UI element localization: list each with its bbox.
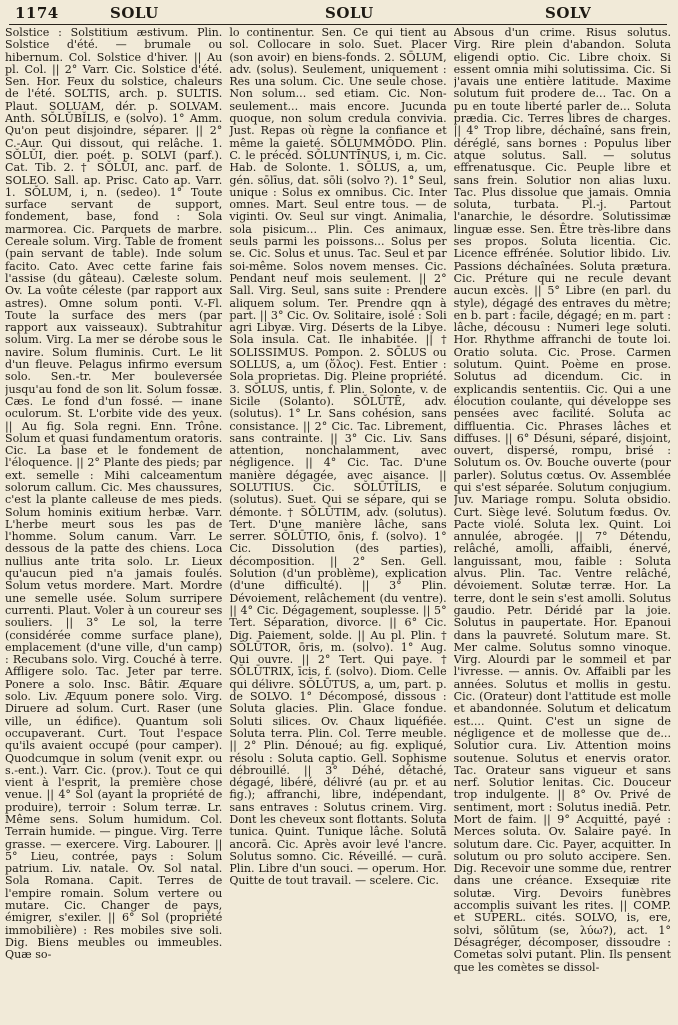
column-text: Solstice : Solstitium æstivum. Plin. Solstice d'été. — brumale ou hibernum. Col. Solstice d'hiver. || Au pl. Col. || 2° Varr. Cic. Solstice d'été. Sen. Hor. Feux du solstice, chaleurs de l'été. SOLTIS, arch. p. SULTIS. Plaut. SOLUAM, dér. p. SOLVAM. Anth. SŎLŬBĬLIS, e (solvo). 1° Amm. Qu'on peut disjoindre, séparer. || 2° C.-Aur. Qui dissout, qui relâche. 1. SŎLŬI, dier. poét. p. SOLVI (parf.). Cat. Tib. 2. † SŎLŬI, anc. parf. de SOLEO. Sall. ap. Prisc. Cato ap. Varr. 1. SŎLUM, i, n. (sedeo). 1° Toute surface servant de support, fondement, base, fond : Sola marmorea. Cic. Parquets de marbre. Cereale solum. Virg. Table de froment (pain servant de table). Inde solum facito. Cato. Avec cette farine fais l'assise (du gâteau). Cæleste solum. Ov. La voûte céleste (par rapport aux astres). Omne solum ponti. V.-Fl. Toute la surface des mers (par rapport aux vaisseaux). Subtrahitur solum. Virg. La mer se dérobe sous le navire. Solum fluminis. Curt. Le lit d'un fleuve. Pelagus infirmo eversum solo. Sen.-tr. Mer bouleversée jusqu'au fond de son lit. Solum fossæ. Cæs. Le fond d'un fossé. — inane oculorum. St. L'orbite vide des yeux. || Au fig. Sola regni. Enn. Trône. Solum et quasi fundamentum oratoris. Cic. La base et le fondement de l'éloquence. || 2° Plante des pieds; par ext. semelle : Mihi calceamentum solorum callum. Cic. Mes chaussures, c'est la plante calleuse de mes pieds. Solum hominis exitium herbæ. Varr. L'herbe meurt sous les pas de l'homme. Solum canum. Varr. Le dessous de la patte des chiens. Loca nullius ante trita solo. Lr. Lieux qu'aucun pied n'a jamais foulés. Solum vetus mordere. Mart. Mordre une semelle usée. Solum surripere currenti. Plaut. Voler à un coureur ses souliers. || 3° Le sol, la terre (considérée comme surface plane), emplacement (d'une ville, d'un camp) : Recubans solo. Virg. Couché à terre. Affligere solo. Tac. Jeter par terre. Ponere a solo. Insc. Bâtir. Æquare solo. Liv. Æquum ponere solo. Virg. Diruere ad solum. Curt. Raser (une ville, un édifice). Quantum soli occupaverant. Curt. Tout l'espace qu'ils avaient occupé (pour camper). Quodcumque in solum (venit expr. ou s.-ent.). Varr. Cic. (prov.). Tout ce qui vient à l'esprit, la première chose venue. || 4° Sol (ayant la propriété de produire), terroir : Solum terræ. Lr. Même sens. Solum humidum. Col. Terrain humide. — pingue. Virg. Terre grasse. — exercere. Virg. Labourer. || 5° Lieu, contrée, pays : Solum patrium. Liv. natale. Ov. Sol natal. Sola Romana. Capit. Terres de l'empire romain. Solum vertere ou mutare. Cic. Changer de pays, émigrer, s'exiler. || 6° Sol (propriété immobilière) : Res mobiles sive soli. Dig. Biens meubles ou immeubles. Quæ so- [5,27,223,962]
center-guide-word: SOLU [325,4,374,22]
header-rule [9,24,667,25]
text-columns [5,27,671,1022]
right-guide-word: SOLV [545,4,592,22]
left-guide-word: SOLU [110,4,159,22]
column-right [454,27,671,1022]
page-number: 1174 [15,4,59,22]
page-header [5,4,671,24]
column-middle [229,27,446,1022]
column-left [5,27,222,1022]
column-text: lo continentur. Sen. Ce qui tient au sol. Collocare in solo. Suet. Placer (son avoir) en biens-fonds. 2. SŌLUM, adv. (solus). Seulement, uniquement : Res una solum. Cic. Une seule chose. Non solum... sed etiam. Cic. Non-seulement... mais encore. Jucunda quoque, non solum credula convivia. Just. Repas où règne la confiance et même la gaieté. SŎLUMMŎDO. Plin. C. le précéd. SŎLUNTĪNUS, i, m. Cic. Hab. de Solonte. 1. SŌLUS, a, um, gén. sōlīus, dat. sōli (solvo ?). 1° Seul, unique : Solus ex omnibus. Cic. Inter omnes. Mart. Seul entre tous. — de viginti. Ov. Seul sur vingt. Animalia, sola pisicum... Plin. Ces animaux, seuls parmi les poissons... Solus per se. Cic. Solus et unus. Tac. Seul et par soi-même. Solos novem menses. Cic. Pendant neuf mois seulement. || 2° Sall. Virg. Seul, sans suite : Prendere aliquem solum. Ter. Prendre qqn à part. || 3° Cic. Ov. Solitaire, isolé : Soli agri Libyæ. Virg. Déserts de la Libye. Sola insula. Cat. Ile inhabitée. || † SOLISSIMUS. Pompon. 2. SŌLUS ou SOLLUS, a, um (ὅλος). Fest. Entier : Sola proprietas. Dig. Pleine propriété. 3. SŎLUS, untis, f. Plin. Solonte, v. de Sicile (Solanto). SŎLŪTĒ, adv. (solutus). 1° Lr. Sans cohésion, sans consistance. || 2° Cic. Tac. Librement, sans contrainte. || 3° Cic. Liv. Sans attention, nonchalamment, avec négligence. || 4° Cic. Tac. D'une manière dégagée, avec aisance. || SOLUTIUS. Cic. SŎLŪTĬLIS, e (solutus). Suet. Qui se sépare, qui se démonte. † SŎLŪTIM, adv. (solutus). Tert. D'une manière lâche, sans serrer. SŎLŪTIO, ōnis, f. (solvo). 1° Cic. Dissolution (des parties), décomposition. || 2° Sen. Gell. Solution (d'un problème), explication (d'une difficulté). || 3° Plin. Dévoiement, relâchement (du ventre). || 4° Cic. Dégagement, souplesse. || 5° Tert. Séparation, divorce. || 6° Cic. Dig. Paiement, solde. || Au pl. Plin. † SŎLŪTOR, ōris, m. (solvo). 1° Aug. Qui ouvre. || 2° Tert. Qui paye. † SŎLŪTRIX, īcis, f. (solvo). Diom. Celle qui délivre. SŎLŪTUS, a, um, part. p. de SOLVO. 1° Décomposé, dissous : Soluta glacies. Plin. Glace fondue. Soluti silices. Ov. Chaux liquéfiée. Soluta terra. Plin. Col. Terre meuble. || 2° Plin. Dénoué; au fig. expliqué, résolu : Soluta captio. Gell. Sophisme débrouillé. || 3° Déhé, détaché, dégagé, libéré, délivré (au pr. et au fig.); affranchi, libre, indépendant, sans entraves : Solutus crinem. Virg. Dont les cheveux sont flottants. Soluta tunica. Quint. Tunique lâche. Solutā ancorā. Cic. Après avoir levé l'ancre. Solutus somno. Cic. Réveillé. — curā. Plin. Libre d'un souci. — operum. Hor. Quitte de tout travail. — scelere. Cic. [229,27,447,888]
column-text: Absous d'un crime. Risus solutus. Virg. Rire plein d'abandon. Soluta eligendi optio. Cic. Libre choix. Si essent omnia mihi solutissima. Cic. Si j'avais une entière latitude. Maxime solutum fuit prodere de... Tac. On a pu en toute liberté parler de... Soluta prædia. Cic. Terres libres de charges. || 4° Trop libre, déchaîné, sans frein, déréglé, sans bornes : Populus liber atque solutus. Sall. — solutus effrenatusque. Cic. Peuple libre et sans frein. Solutior non alias luxu. Tac. Plus dissolue que jamais. Omnia soluta, turbata. Pl.-j. Partout l'anarchie, le désordre. Solutissimæ linguæ esse. Sen. Être très-libre dans ses propos. Soluta licentia. Cic. Licence effrénée. Solutior libido. Liv. Passions déchaînées. Soluta prætura. Cic. Préture qui ne recule devant aucun excès. || 5° Libre (en parl. du style), dégagé des entraves du mètre; en b. part : facile, dégagé; en m. part : lâche, décousu : Numeri lege soluti. Hor. Rhythme affranchi de toute loi. Oratio soluta. Cic. Prose. Carmen solutum. Quint. Poème en prose. Solutus ad dicendum. Cic. in explicandis sententiis. Cic. Qui a une élocution coulante, qui développe ses pensées avec facilité. Soluta ac diffluentia. Cic. Phrases lâches et diffuses. || 6° Désuni, séparé, disjoint, ouvert, dispersé, rompu, brisé : Solutum os. Ov. Bouche ouverte (pour parler). Solutus cœtus. Ov. Assemblée qui s'est séparée. Solutum conjugium. Juv. Mariage rompu. Soluta obsidio. Curt. Siège levé. Solutum fœdus. Ov. Pacte violé. Soluta lex. Quint. Loi annulée, abrogée. || 7° Détendu, relâché, amolli, affaibli, énervé, languissant, mou, faible : Soluta alvus. Plin. Tac. Ventre relâché, dévoiement. Solutæ terræ. Hor. La terre, dont le sein s'est amolli. Solutus gaudio. Petr. Déridé par la joie. Solutus in paupertate. Hor. Epanoui dans la pauvreté. Solutum mare. St. Mer calme. Solutus somno vinoque. Virg. Alourdi par le sommeil et par l'ivresse. — annis. Ov. Affaibli par les années. Solutus et mollis in gestu. Cic. (Orateur) dont l'attitude est molle et abandonnée. Solutum et delicatum est.... Quint. C'est un signe de négligence et de mollesse que de... Solutior cura. Liv. Attention moins soutenue. Solutus et enervis orator. Tac. Orateur sans vigueur et sans nerf. Solutior lenitas. Cic. Douceur trop indulgente. || 8° Ov. Privé de sentiment, mort : Solutus inediā. Petr. Mort de faim. || 9° Acquitté, payé : Merces soluta. Ov. Salaire payé. In solutum dare. Cic. Payer, acquitter. In solutum ou pro soluto accipere. Sen. Dig. Recevoir une somme due, rentrer dans une créance. Exsequiæ rite solutæ. Virg. Devoirs funèbres accomplis suivant les rites. || COMP. et SUPERL. cités. SOLVO, is, ere, solvi, sŏlūtum (se, λύω?), act. 1° Désagréger, décomposer, dissoudre : Cometas solvi putant. Plin. Ils pensent que les comètes se dissol- [453,27,671,974]
